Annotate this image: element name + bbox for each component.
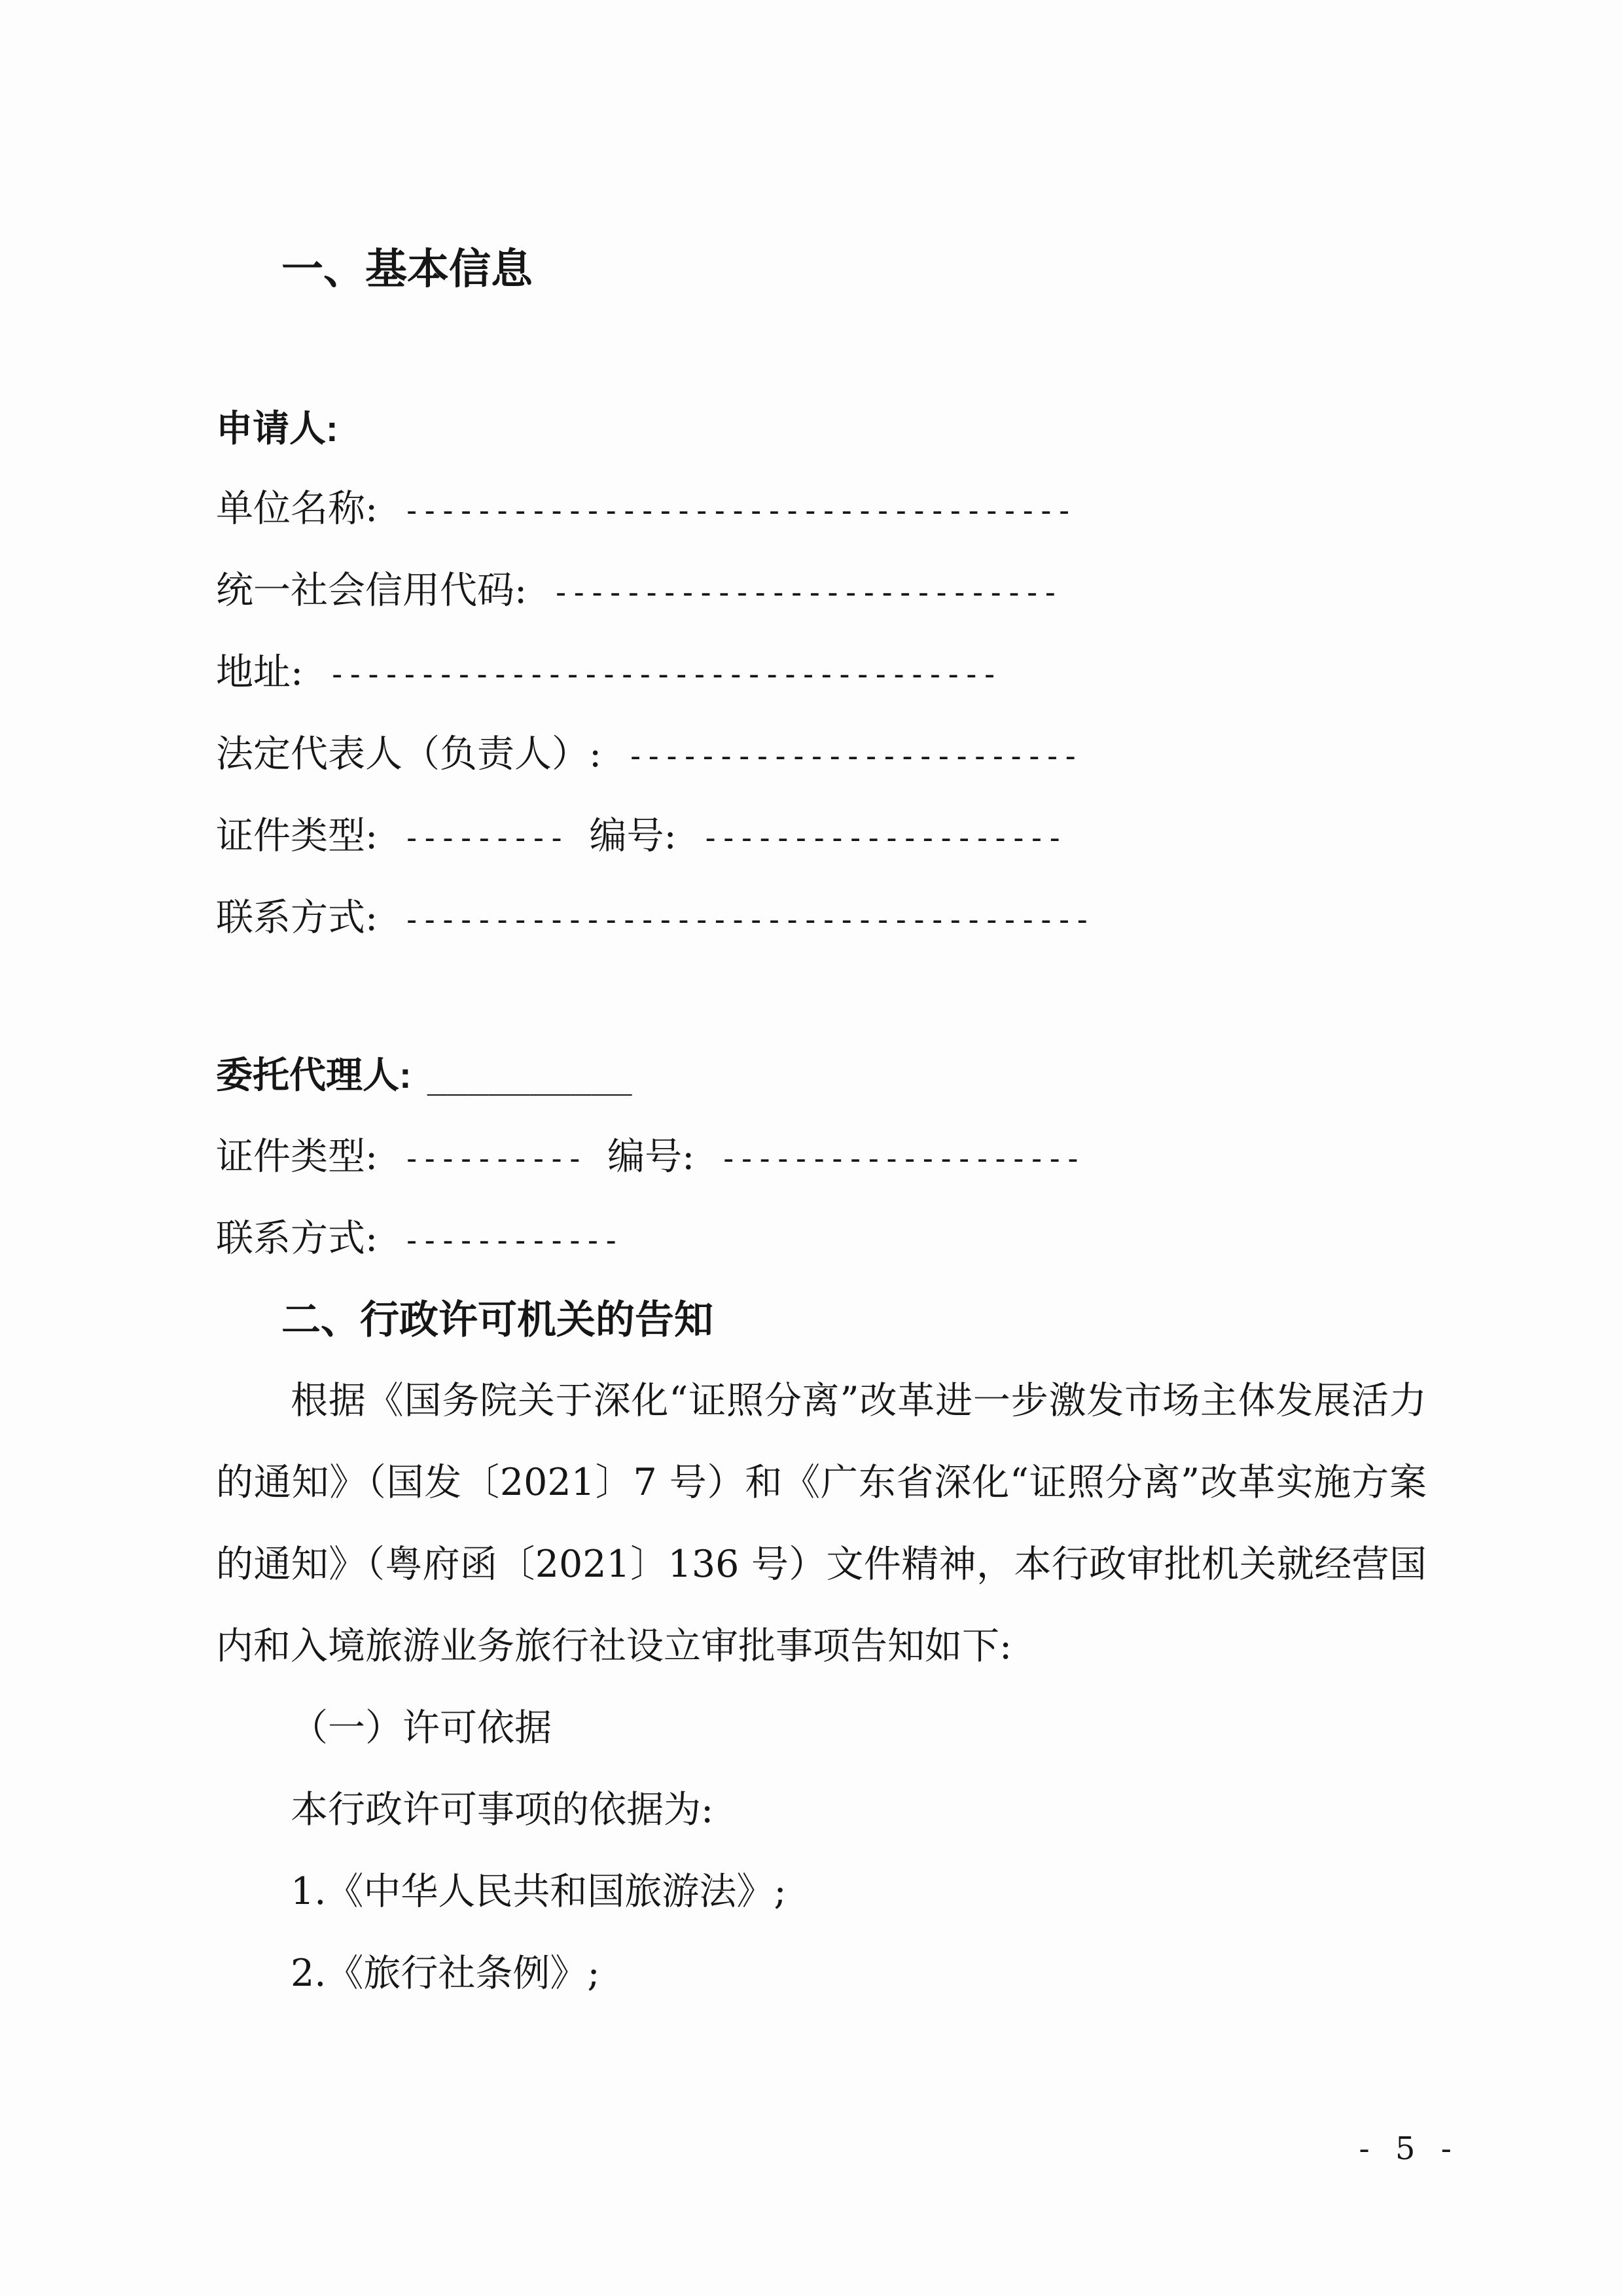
blank-dashed-line: ------------------------------------- bbox=[328, 656, 999, 692]
legal-basis-item-1: 1.《中华人民共和国旅游法》; bbox=[291, 1870, 787, 1913]
blank-dashed-line: ------------------------- bbox=[626, 738, 1080, 774]
notice-paragraph: 根据《国务院关于深化“证照分离”改革进一步激发市场主体发展活力的通知》（国发〔2021〕7 号）和《广东省深化“证照分离”改革实施方案的通知》（粤府函〔2021〕136 号）文件精神，本行政审批机关就经营国内和入境旅游业务旅行社设立审批事项告知如下: bbox=[216, 1379, 1427, 1668]
agent-label: 委托代理人: bbox=[216, 1054, 412, 1096]
field-row-unit-name bbox=[216, 469, 1427, 550]
field-label-unit-name: 单位名称: bbox=[216, 487, 378, 530]
blank-dashed-line: ------------------------------------- bbox=[402, 493, 1073, 528]
field-label-id-number: 编号: bbox=[589, 814, 677, 857]
subsection-heading: （一）许可依据 bbox=[291, 1706, 552, 1749]
field-row-credit-code bbox=[216, 550, 1427, 632]
page-number: - 5 - bbox=[1359, 2130, 1459, 2167]
field-label-contact: 联系方式: bbox=[216, 896, 378, 939]
blank-dashed-line: -------------------- bbox=[701, 820, 1064, 855]
field-label-id-type: 证件类型: bbox=[216, 1135, 378, 1178]
agent-field-row-contact bbox=[216, 1198, 1427, 1280]
legal-basis-intro: 本行政许可事项的依据为: bbox=[291, 1788, 714, 1831]
field-label-id-number: 编号: bbox=[607, 1135, 695, 1178]
applicant-label: 申请人: bbox=[216, 408, 338, 449]
field-row-contact bbox=[216, 878, 1427, 960]
blank-dashed-line: ------------ bbox=[402, 1223, 620, 1258]
section2-heading: 二、行政许可机关的告知 bbox=[281, 1298, 713, 1342]
blank-dashed-line: ---------- bbox=[402, 1141, 584, 1176]
field-label-legal-rep: 法定代表人（负责人）: bbox=[216, 732, 602, 776]
blank-dashed-line: ---------------------------- bbox=[552, 575, 1060, 610]
blank-dashed-line: -------------------------------------- bbox=[402, 902, 1092, 937]
field-row-address bbox=[216, 632, 1427, 714]
field-label-credit-code: 统一社会信用代码: bbox=[216, 569, 527, 612]
legal-basis-item-2: 2.《旅行社条例》; bbox=[291, 1952, 600, 1995]
field-label-contact: 联系方式: bbox=[216, 1217, 378, 1260]
blank-dashed-line: -------------------- bbox=[719, 1141, 1082, 1176]
agent-name-blank-line: __________ bbox=[427, 1057, 632, 1096]
agent-label-row bbox=[216, 1035, 1427, 1117]
blank-dashed-line: --------- bbox=[402, 820, 566, 855]
agent-field-row-id-type-number bbox=[216, 1117, 1427, 1198]
field-row-legal-rep bbox=[216, 714, 1427, 796]
section1-heading: 一、基本信息 bbox=[281, 245, 533, 293]
field-label-id-type: 证件类型: bbox=[216, 814, 378, 857]
field-label-address: 地址: bbox=[216, 651, 304, 694]
field-row-id-type-number bbox=[216, 796, 1427, 878]
